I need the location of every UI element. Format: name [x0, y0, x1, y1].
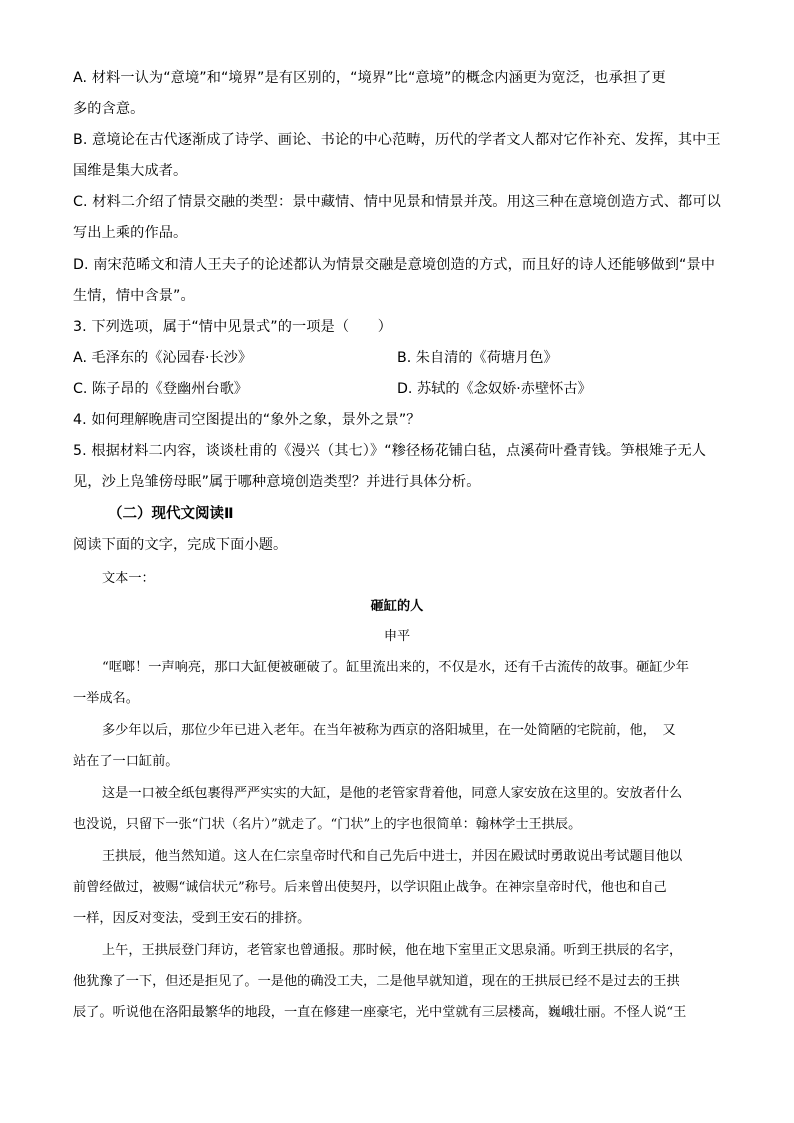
story-paragraph-1-line-1: “哐啷！一声响亮，那口大缸便被砸破了。缸里流出来的，不仅是水，还有千古流传的故事。砸缸少年 [102, 660, 689, 675]
question-3-stem: 3. 下列选项，属于“情中见景式”的一项是（ ） [73, 319, 392, 335]
option-d-line-1: D. 南宋范晞文和清人王夫子的论述都认为情景交融是意境创造的方式，而且好的诗人还能够做到“景中 [73, 257, 716, 273]
question-3-option-a: A. 毛泽东的《沁园春·长沙》 [73, 350, 253, 366]
option-a-line-1: A. 材料一认为“意境”和“境界”是有区别的，“境界”比“意境”的概念内涵更为宽泛，也承担了更 [73, 70, 666, 86]
question-4: 4. 如何理解晚唐司空图提出的“象外之象，景外之景”？ [73, 412, 421, 428]
story-paragraph-5-line-3: 辰了。听说他在洛阳最繁华的地段，一直在修建一座豪宅，光中堂就有三层楼高，巍峨壮丽。不怪人说“王 [73, 1005, 687, 1020]
story-paragraph-1-line-2: 一举成名。 [73, 691, 139, 706]
story-author: 申平 [383, 629, 411, 644]
section-instruction: 阅读下面的文字，完成下面小题。 [73, 537, 288, 553]
story-paragraph-4-line-1: 王拱辰，他当然知道。这人在仁宗皇帝时代和自己先后中进士，并因在殿试时勇敢说出考试题目他以 [102, 849, 683, 864]
option-d-line-2: 生情，情中含景”。 [73, 288, 195, 304]
story-paragraph-4-line-3: 一样，因反对变法，受到王安石的排挤。 [73, 911, 311, 926]
story-paragraph-4-line-2: 前曾经做过，被赐“诚信状元”称号。后来曾出使契丹，以学识阻止战争。在神宗皇帝时代，他也和自己 [73, 880, 667, 895]
question-5-line-2: 见，沙上凫雏傍母眠”属于哪种意境创造类型？并进行具体分析。 [73, 474, 481, 490]
story-title: 砸缸的人 [370, 599, 424, 614]
option-c-line-1: C. 材料二介绍了情景交融的类型：景中藏情、情中见景和情景并茂。用这三种在意境创造方式、都可以 [73, 194, 721, 210]
option-b-line-2: 国维是集大成者。 [73, 163, 188, 179]
option-b-line-1: B. 意境论在古代逐渐成了诗学、画论、书论的中心范畴，历代的学者文人都对它作补充、发挥，其中王 [73, 132, 721, 148]
option-c-line-2: 写出上乘的作品。 [73, 225, 188, 241]
story-paragraph-2-line-1: 多少年以后，那位少年已进入老年。在当年被称为西京的洛阳城里，在一处简陋的宅院前，他， 又 [102, 723, 676, 738]
story-paragraph-5-line-2: 他犹豫了一下，但还是拒见了。一是他的确没工夫，二是他早就知道，现在的王拱辰已经不是过去的王拱 [73, 974, 680, 989]
question-3-option-c: C. 陈子昂的《登幽州台歌》 [73, 381, 248, 397]
story-paragraph-3-line-2: 也没说，只留下一张“门状（名片）”就走了。“门状”上的字也很简单：翰林学士王拱辰。 [73, 817, 582, 832]
option-a-line-2: 多的含意。 [73, 101, 145, 117]
text-label: 文本一： [102, 571, 155, 586]
question-3-option-d: D. 苏轼的《念奴娇·赤壁怀古》 [397, 381, 592, 397]
question-5-line-1: 5. 根据材料二内容，谈谈杜甫的《漫兴（其七）》“糁径杨花铺白毡，点溪荷叶叠青钱。笋根雉子无人 [73, 443, 707, 459]
question-3-option-b: B. 朱自清的《荷塘月色》 [397, 350, 558, 366]
story-paragraph-5-line-1: 上午，王拱辰登门拜访，老管家也曾通报。那时候，他在地下室里正文思泉涌。听到王拱辰的名字， [102, 943, 683, 958]
story-paragraph-3-line-1: 这是一口被全纸包裹得严严实实的大缸，是他的老管家背着他，同意人家安放在这里的。安放者什么 [102, 786, 683, 801]
section-heading: （二）现代文阅读Ⅱ [108, 506, 234, 522]
story-paragraph-2-line-2: 站在了一口缸前。 [73, 754, 179, 769]
